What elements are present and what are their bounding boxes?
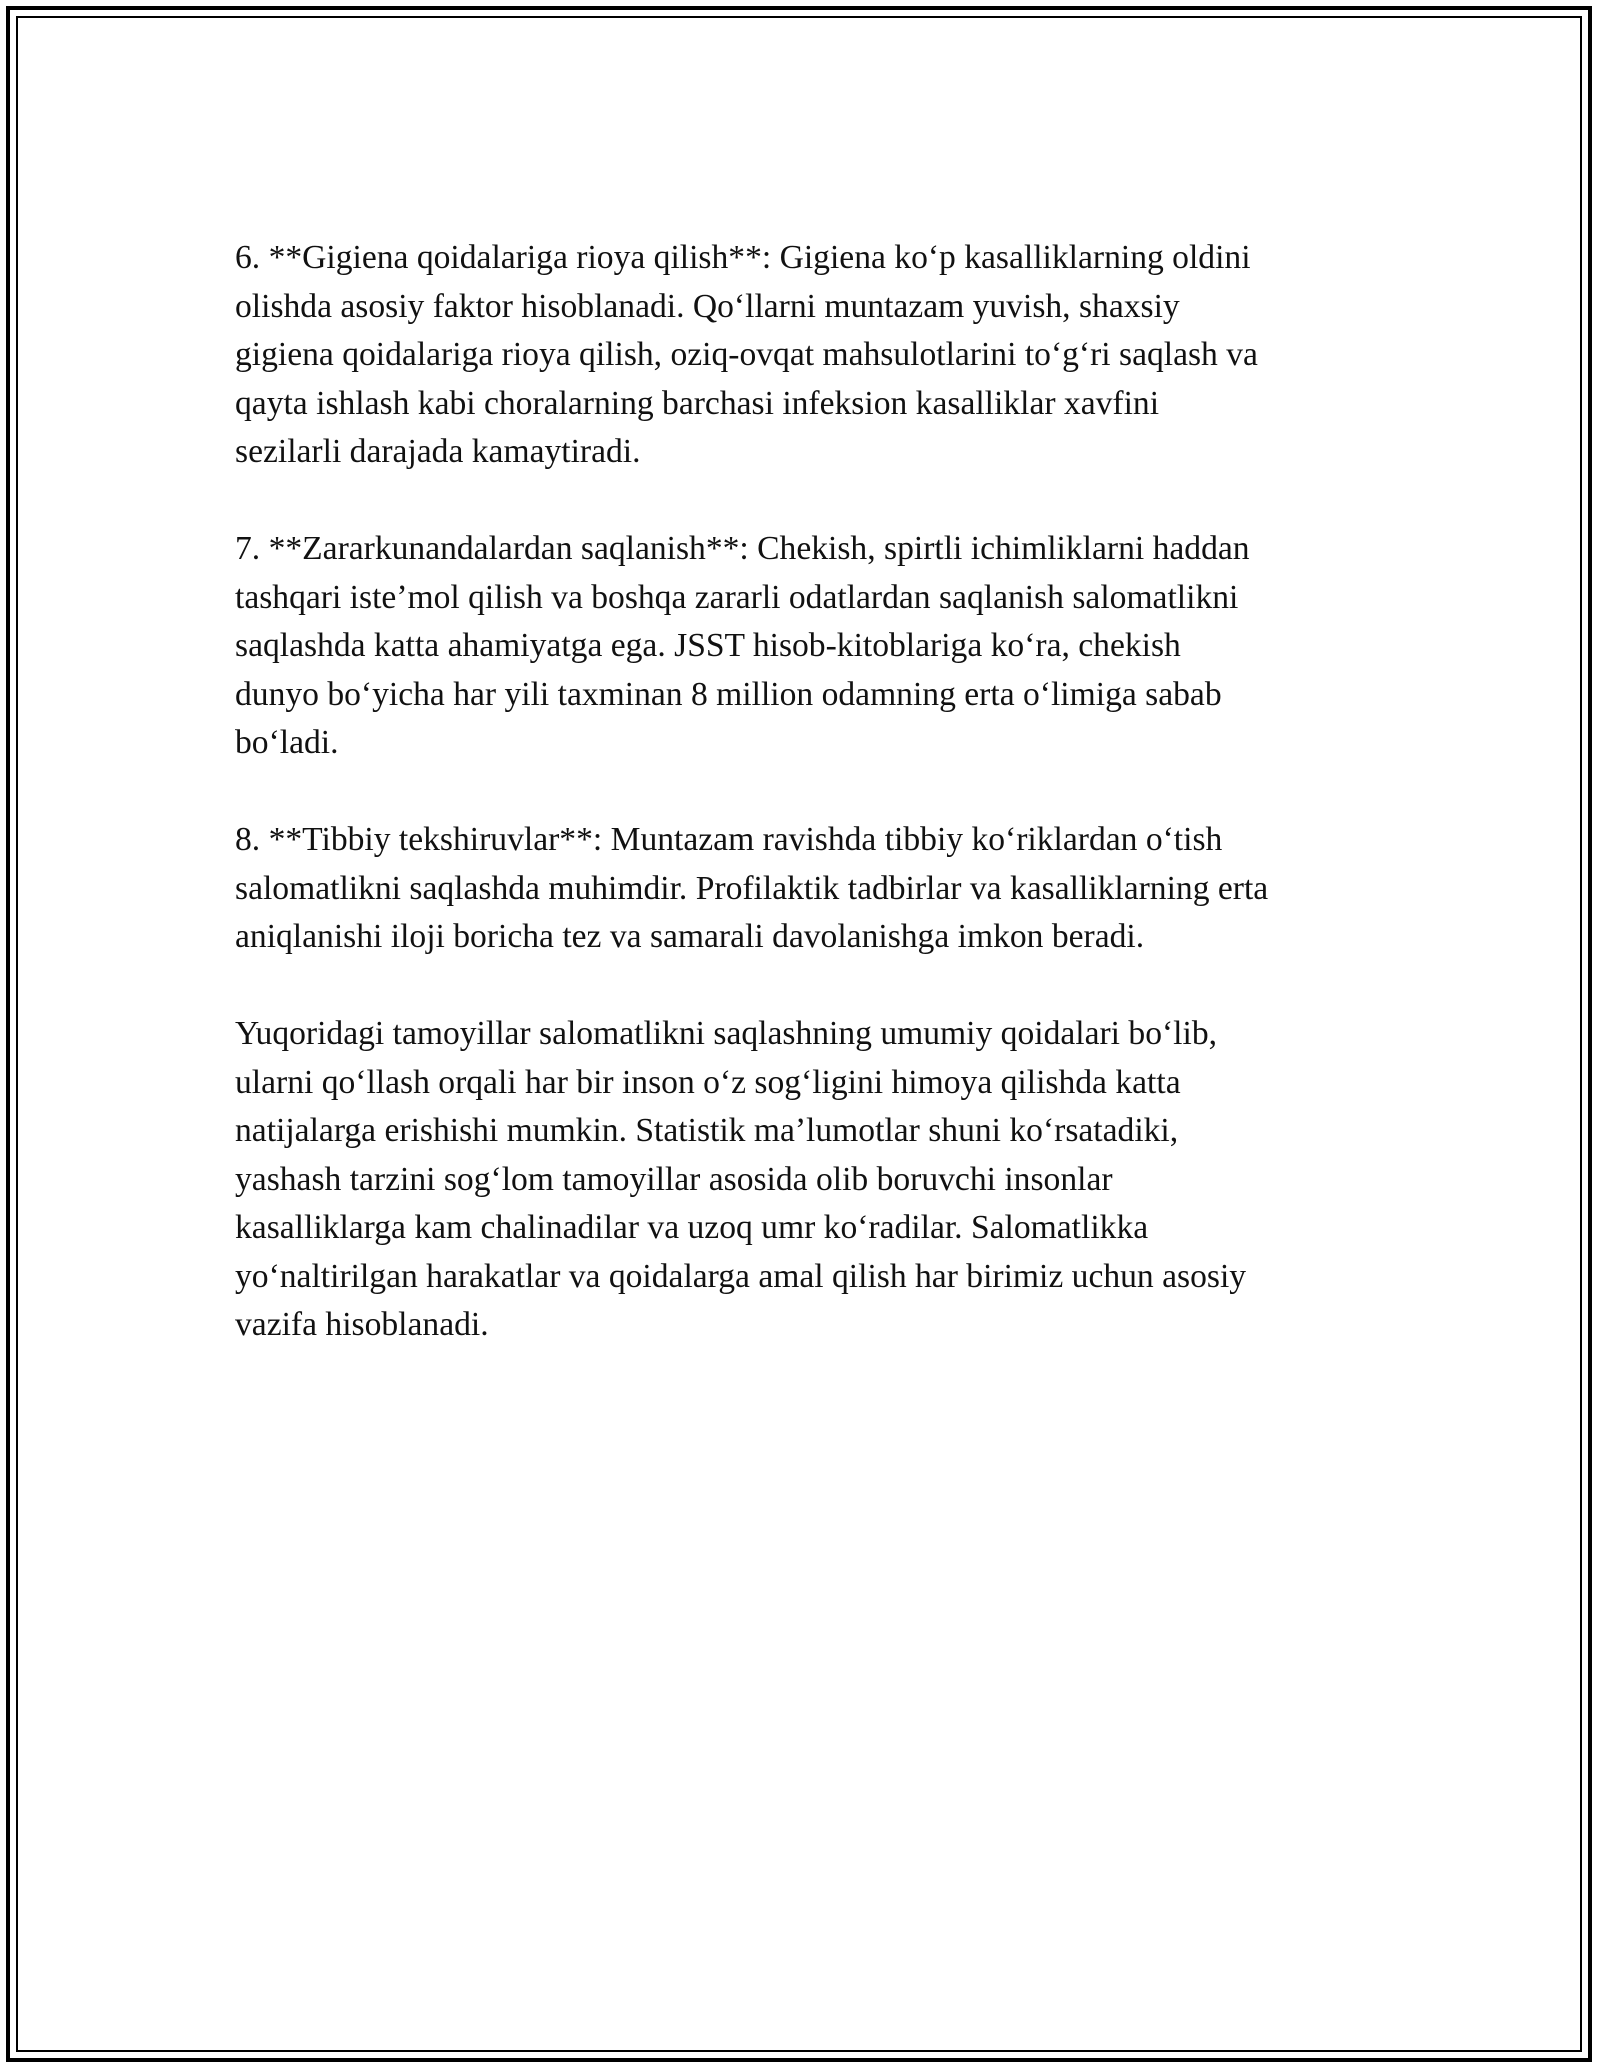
paragraph-line: kasalliklarga kam chalinadilar va uzoq umr koʻradilar. Salomatlikka — [235, 1209, 1149, 1246]
paragraph-harmful-habits — [235, 525, 1375, 768]
paragraph-line: qayta ishlash kabi choralarning barchasi infeksion kasalliklar xavfini — [235, 384, 1160, 422]
document-body — [235, 234, 1375, 1398]
paragraph-medical-checkups — [235, 816, 1375, 962]
paragraph-line: olishda asosiy faktor hisoblanadi. Qoʻllarni muntazam yuvish, shaxsiy — [235, 287, 1180, 325]
paragraph-line: 6. **Gigiena qoidalariga rioya qilish**: Gigiena koʻp kasalliklarning oldini — [235, 239, 1251, 276]
paragraph-line: ularni qoʻllash orqali har bir inson oʻz sogʻligini himoya qilishda katta — [235, 1063, 1181, 1101]
paragraph-line: 8. **Tibbiy tekshiruvlar**: Muntazam ravishda tibbiy koʻriklardan oʻtish — [235, 821, 1223, 858]
paragraph-line: natijalarga erishishi mumkin. Statistik maʼlumotlar shuni koʻrsatadiki, — [235, 1112, 1179, 1149]
paragraph-line: 7. **Zararkunandalardan saqlanish**: Chekish, spirtli ichimliklarni haddan — [235, 530, 1250, 567]
paragraph-hygiene — [235, 234, 1375, 477]
paragraph-line: yoʻnaltirilgan harakatlar va qoidalarga amal qilish har birimiz uchun asosiy — [235, 1257, 1247, 1295]
paragraph-line: salomatlikni saqlashda muhimdir. Profilaktik tadbirlar va kasalliklarning erta — [235, 869, 1269, 907]
paragraph-conclusion — [235, 1010, 1375, 1350]
paragraph-line: vazifa hisoblanadi. — [235, 1306, 489, 1343]
paragraph-line: sezilarli darajada kamaytiradi. — [235, 433, 641, 470]
paragraph-line: dunyo boʻyicha har yili taxminan 8 million odamning erta oʻlimiga sabab — [235, 675, 1222, 713]
paragraph-line: yashash tarzini sogʻlom tamoyillar asosida olib boruvchi insonlar — [235, 1160, 1113, 1198]
paragraph-line: aniqlanishi iloji boricha tez va samarali davolanishga imkon beradi. — [235, 918, 1145, 955]
paragraph-line: gigiena qoidalariga rioya qilish, oziq-ovqat mahsulotlarini toʻgʻri saqlash va — [235, 336, 1258, 373]
paragraph-line: saqlashda katta ahamiyatga ega. JSST hisob-kitoblariga koʻra, chekish — [235, 627, 1181, 664]
paragraph-line: Yuqoridagi tamoyillar salomatlikni saqlashning umumiy qoidalari boʻlib, — [235, 1015, 1218, 1052]
paragraph-line: tashqari isteʼmol qilish va boshqa zararli odatlardan saqlanish salomatlikni — [235, 578, 1239, 616]
paragraph-line: boʻladi. — [235, 724, 339, 761]
